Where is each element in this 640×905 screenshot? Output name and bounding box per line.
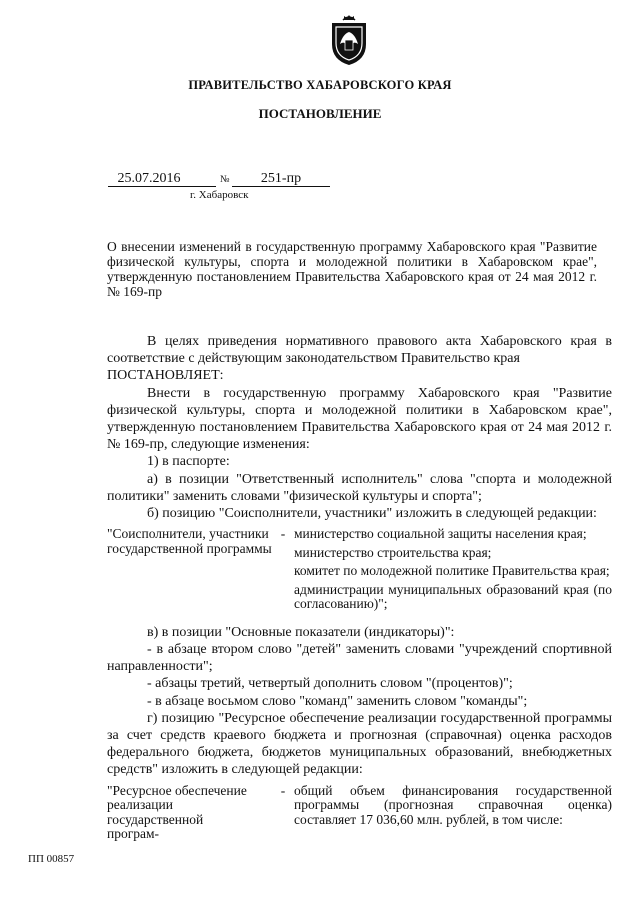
decree-date: 25.07.2016: [117, 171, 181, 186]
paragraph: б) позицию "Соисполнители, участники" изложить в следующей редакции:: [147, 506, 597, 522]
paragraph: 1) в паспорте:: [147, 454, 230, 470]
paragraph: Внести в государственную программу Хабаровского края "Развитие физической культуры, спорта и молодежной политики в Хабаровском крае", утвержденную постановлением Правительства Хабаровского края от 24 мая 2012 г. № 169-пр, следующие изменения:: [107, 385, 612, 453]
table-dash: -: [280, 782, 286, 798]
co-executors-table: [107, 527, 612, 616]
date-number-line: [108, 171, 330, 189]
paragraph-resolves: ПОСТАНОВЛЯЕТ:: [107, 368, 224, 384]
paragraph: В целях приведения нормативного правового акта Хабаровского края в соответствие с действующим законодательством Правительство края: [107, 334, 612, 367]
list-item: министерство строительства края;: [294, 544, 492, 560]
city-label: г. Хабаровск: [190, 189, 249, 201]
paragraph: - в абзаце восьмом слово "команд" заменить словом "команды";: [147, 693, 528, 709]
table-right-cell: общий объем финансирования государственной программы (прогнозная справочная оценка) составляет 17 036,60 млн. рублей, в том числе:: [294, 782, 612, 827]
table-left-cell: "Соисполнители, участники государственной программы: [107, 526, 272, 556]
decree-body: [107, 333, 612, 842]
list-item: министерство социальной защиты населения края;: [294, 526, 587, 542]
number-underline: [232, 186, 330, 187]
date-underline: [108, 186, 216, 187]
table-left-cell: "Ресурсное обеспечение реализации государственной програм-: [107, 782, 247, 842]
paragraph: в) в позиции "Основные показатели (индикаторы)":: [147, 624, 455, 640]
paragraph: а) в позиции "Ответственный исполнитель" слова "спорта и молодежной политики" заменить словами "физической культуры и спорта";: [107, 471, 612, 504]
resource-table: [107, 784, 612, 842]
list-item: комитет по молодежной политике Правительства края;: [294, 563, 610, 579]
paragraph: г) позицию "Ресурсное обеспечение реализации государственной программы за счет средств краевого бюджета и прогнозная (справочная) оценка расходов федерального бюджета, бюджетов муниципальных образований, внебюджетных средств" изложить в следующей редакции:: [107, 710, 612, 778]
coat-of-arms-emblem: [329, 14, 369, 66]
paragraph: - абзацы третий, четвертый дополнить словом "(процентов)";: [147, 676, 513, 692]
paragraph: - в абзаце втором слово "детей" заменить словами "учреждений спортивной направленности";: [107, 641, 612, 675]
government-name: ПРАВИТЕЛЬСТВО ХАБАРОВСКОГО КРАЯ: [188, 78, 452, 92]
footer-code: ПП 00857: [28, 853, 75, 865]
list-item: администрации муниципальных образований края (по согласованию)";: [294, 581, 612, 612]
decree-title: О внесении изменений в государственную программу Хабаровского края "Развитие физической культуры, спорта и молодежной политики в Хабаровском крае", утвержденную постановлением Правительства Хабаровского края от 24 мая 2012 г. № 169-пр: [107, 239, 597, 299]
table-right-cell: [294, 527, 612, 616]
document-type: ПОСТАНОВЛЕНИЕ: [258, 106, 382, 121]
number-sign: №: [220, 174, 230, 185]
table-dash: -: [280, 526, 286, 542]
decree-number: 251-пр: [260, 171, 302, 186]
